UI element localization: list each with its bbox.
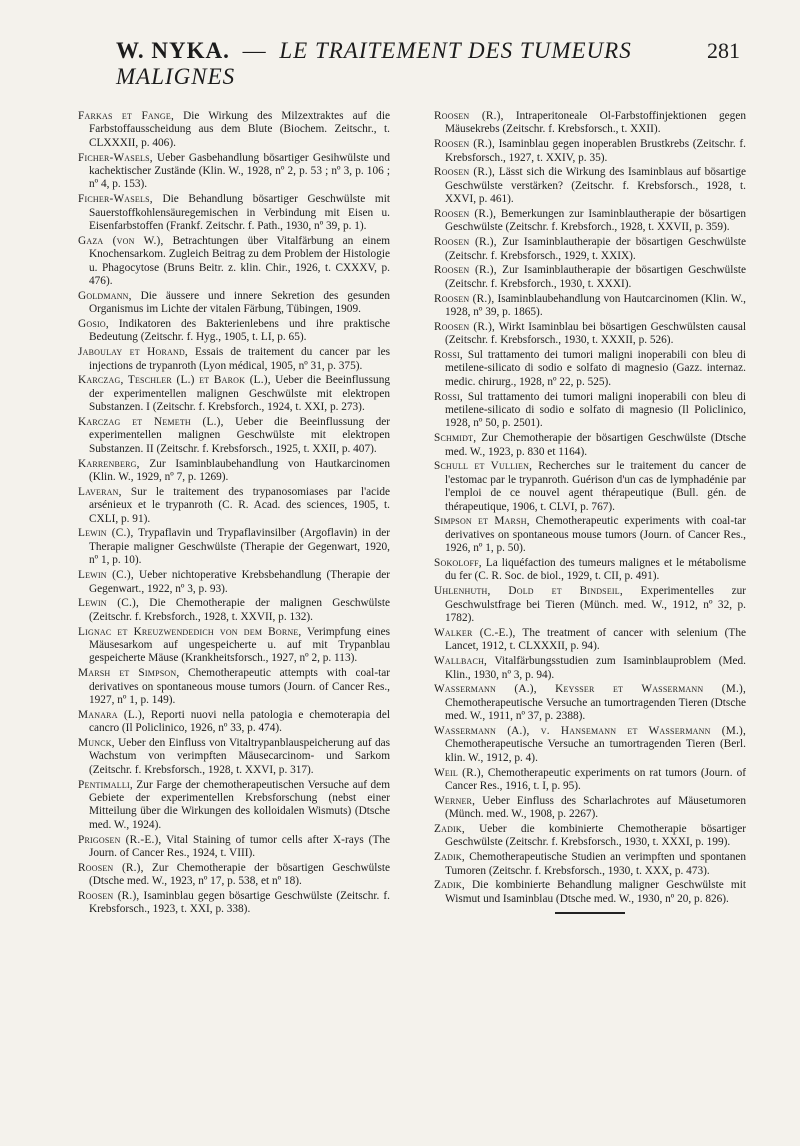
reference-author: Farkas et Fange, — [78, 110, 174, 122]
reference-entry — [78, 569, 390, 596]
reference-entry — [78, 374, 390, 414]
reference-entry — [434, 879, 746, 906]
reference-author: Weil (R.), — [434, 766, 484, 779]
reference-author: Lewin (C.), — [78, 527, 134, 540]
reference-entry — [434, 557, 746, 584]
reference-entry — [434, 655, 746, 682]
header-author: W. NYKA. — [116, 38, 230, 63]
reference-text: Ueber die kombinierte Chemotherapie bösartiger Geschwülste (Zeitschr. f. Krebsforsch., 1930, t. XXXI, p. 199). — [445, 822, 746, 849]
reference-author: Goldmann, — [78, 289, 132, 302]
reference-text: Sul trattamento dei tumori maligni inoperabili con bleu di metilene-silicato di sodio e solfato di magnesio (Gazz. internaz. medic. chirurg., 1928, nº 22, p. 525). — [445, 349, 746, 388]
reference-entry — [78, 346, 390, 373]
reference-text: Vital Staining of tumor cells after X-rays (The Journ. of Cancer Res., 1924, t. VIII). — [89, 833, 391, 859]
reference-entry — [78, 890, 390, 917]
reference-entry — [434, 725, 746, 765]
reference-entry — [434, 349, 746, 389]
reference-author: Gosio, — [78, 318, 109, 331]
reference-author: Rossi, — [434, 349, 463, 362]
reference-entry — [78, 862, 390, 889]
reference-text: Verimpfung eines Mäusesarkom auf ungespeicherte u. auf mit Trypanblau gespeicherte Mäuse (Krankheitsforsch., 1927, nº 2, p. 113). — [89, 625, 390, 665]
reference-entry — [78, 193, 390, 233]
reference-entry — [434, 823, 746, 850]
running-head — [78, 38, 746, 90]
reference-entry — [434, 264, 746, 291]
reference-author: Wassermann (A.), v. Hansemann et Wassermann (M.), — [434, 724, 746, 737]
reference-author: Roosen (R.), — [434, 138, 495, 151]
reference-text: Die Chemotherapie der malignen Geschwülste (Zeitschr. f. Krebsforch., 1928, t. XXVII, p. 132). — [89, 597, 391, 623]
reference-entry — [78, 458, 390, 485]
reference-author: Uhlenhuth, Dold et Bindseil, — [434, 585, 623, 598]
reference-text: Ueber den Einfluss von Vitaltrypanblauspeicherung auf das Wachstum von verimpften Mäusecarcinom- und Sarkom (Zeitschr. f. Krebsforsch., 1928, t. XXVI, p. 317). — [89, 736, 390, 776]
reference-text: Chemotherapeutische Versuche an tumortragenden Tieren (Berl. klin. W., 1912, p. 4). — [445, 738, 746, 764]
reference-entry — [434, 432, 746, 459]
reference-author: Roosen (R.), — [434, 264, 497, 277]
reference-author: Simpson et Marsh, — [434, 515, 530, 528]
left-column — [78, 110, 390, 918]
reference-entry — [434, 138, 746, 165]
reference-author: Laveran, — [78, 485, 122, 498]
reference-text: Die Behandlung bösartiger Geschwülste mit Sauerstoffkohlensäuregemischen in Verbindung mit Eisen u. Eisenfarbstoffen (Frankf. Zeitschr. f. Path., 1930, nº 39, p. 1). — [89, 193, 390, 233]
reference-entry — [434, 851, 746, 878]
reference-author: Roosen (R.), — [434, 110, 504, 122]
reference-text: Intraperitoneale Ol-Farbstoffinjektionen gegen Mäusekrebs (Zeitschr. f. Krebsforsch., t. XXII). — [445, 110, 746, 136]
reference-author: Ficher-Wasels, — [78, 151, 153, 164]
reference-author: Zadik, — [434, 879, 465, 892]
reference-entry — [434, 515, 746, 555]
reference-author: Roosen (R.), — [78, 861, 144, 874]
reference-author: Lewin (C.), — [78, 597, 139, 610]
reference-author: Pentimalli, — [78, 778, 133, 791]
end-rule — [555, 912, 625, 914]
reference-entry — [78, 626, 390, 666]
reference-text: Chemotherapeutic experiments with coal-tar derivatives on spontaneous mouse tumors (Journ. of Cancer Res., 1926, nº 1, p. 50). — [445, 515, 746, 555]
reference-author: Zadik, — [434, 822, 465, 835]
reference-entry — [434, 460, 746, 514]
reference-entry — [434, 683, 746, 723]
reference-entry — [78, 486, 390, 526]
reference-author: Prigosen (R.-E.), — [78, 833, 162, 846]
reference-entry — [434, 767, 746, 794]
reference-entry — [434, 110, 746, 137]
reference-author: Wallbach, — [434, 655, 488, 668]
reference-entry — [434, 795, 746, 822]
reference-entry — [434, 585, 746, 625]
reference-text: Chemotherapeutic experiments on rat tumors (Journ. of Cancer Res., 1916, t. I, p. 95). — [445, 766, 746, 792]
running-title — [116, 38, 707, 90]
header-title: LE TRAITEMENT DES TUMEURS MALIGNES — [116, 38, 632, 89]
reference-author: Werner, — [434, 794, 476, 807]
reference-text: Zur Chemotherapie der bösartigen Geschwülste (Dtsche med. W., 1923, nº 17, p. 538, et nº 18). — [89, 861, 390, 888]
reference-author: Sokoloff, — [434, 557, 482, 570]
reference-author: Munck, — [78, 736, 115, 749]
reference-text: Zur Isaminblautherapie der bösartigen Geschwülste (Zeitschr. f. Krebsforsch., 1929, t. XXIX). — [445, 236, 746, 262]
reference-author: Gaza (von W.), — [78, 234, 164, 247]
reference-entry — [434, 321, 746, 348]
reference-author: Karczag, Teschler (L.) et Barok (L.), — [78, 374, 271, 387]
reference-text: The treatment of cancer with selenium (The Lancet, 1912, t. CLXXXII, p. 94). — [445, 626, 746, 653]
reference-author: Rossi, — [434, 390, 463, 403]
reference-text: Bemerkungen zur Isaminblautherapie der bösartigen Geschwülste (Zeitschr. f. Krebsforch., 1928, t. XXVII, p. 359). — [445, 208, 746, 234]
reference-text: Recherches sur le traitement du cancer de l'estomac par le trypanroth. Guérison d'un cas de lymphadénie par l'emploi de ce nouvel agent thérapeutique (Bull. gén. de thérapeutique, 1906, t. CLVI, p. 767). — [445, 460, 746, 513]
reference-author: Schull et Vullien, — [434, 460, 533, 473]
reference-entry — [78, 318, 390, 345]
reference-text: Die kombinierte Behandlung maligner Geschwülste mit Wismut und Isaminblau (Dtsche med. W., 1930, nº 20, p. 826). — [445, 879, 746, 905]
reference-text: Ueber die Beeinflussung der experimentellen malignen Geschwülste mit elektropen Substanzen. II (Zeitschr. f. Krebsforsch., 1925, t. XXII, p. 407). — [89, 416, 390, 455]
reference-text: Essais de traitement du cancer par les injections de trypanroth (Lyon médical, 1905, nº 31, p. 375). — [89, 346, 390, 372]
reference-entry — [434, 391, 746, 431]
reference-text: Chemotherapeutische Versuche an tumortragenden Tieren (Dtsche med. W., 1911, nº 37, p. 2388). — [445, 696, 746, 723]
reference-entry — [78, 597, 390, 624]
reference-text: Trypaflavin und Trypaflavinsilber (Argoflavin) in der Therapie maligner Geschwülste (Therapie der Gegenwart, 1920, nº 1, p. 10). — [89, 527, 390, 567]
reference-text: Zur Chemotherapie der bösartigen Geschwülste (Dtsche med. W., 1923, p. 830 et 1164). — [445, 432, 746, 458]
reference-text: Betrachtungen über Vitalfärbung an einem Knochensarkom. Zugleich Beitrag zu dem Problem der Histologie u. Phagocytose (Bruns Beitr. z. klin. Chir., 1926, t. CXXXV, p. 476). — [89, 234, 391, 288]
reference-text: Experimentelles zur Geschwulstfrage bei Tieren (Münch. med. W., 1912, nº 32, p. 1782). — [445, 585, 746, 625]
reference-entry — [78, 779, 390, 833]
reference-author: Marsh et Simpson, — [78, 667, 180, 680]
reference-author: Karrenberg, — [78, 457, 140, 470]
reference-text: La liquéfaction des tumeurs malignes et le métabolisme du fer (C. R. Soc. de biol., 1929, t. CII, p. 491). — [445, 557, 746, 583]
reference-text: Wirkt Isaminblau bei bösartigen Geschwülsten causal (Zeitschr. f. Krebsforsch., 1930, t. XXXII, p. 526). — [445, 320, 746, 347]
reference-entry — [78, 667, 390, 707]
reference-text: Reporti nuovi nella patologia e chemoterapia del cancro (Il Policlinico, 1926, nº 33, p. 474). — [89, 708, 390, 735]
reference-author: Roosen (R.), — [78, 889, 140, 902]
reference-author: Zadik, — [434, 851, 465, 864]
reference-text: Indikatoren des Bakterienlebens und ihre praktische Bedeutung (Zeitschr. f. Hyg., 1905, t. LI, p. 65). — [89, 318, 390, 344]
reference-entry — [434, 236, 746, 263]
reference-text: Ueber die Beeinflussung der experimentellen malignen Geschwülste mit elektropen Substanzen. I (Zeitschr. f. Krebsforch., 1924, t. XXI, p. 273). — [89, 374, 390, 414]
reference-author: Jaboulay et Horand, — [78, 346, 188, 359]
reference-text: Die äussere und innere Sekretion des gesunden Organismus im Lichte der vitalen Färbung, Tübingen, 1909. — [89, 289, 390, 316]
reference-entry — [434, 166, 746, 206]
reference-entry — [78, 834, 390, 861]
reference-text: Vitalfärbungsstudien zum Isaminblauproblem (Med. Klin., 1930, nº 3, p. 94). — [445, 655, 746, 681]
reference-entry — [78, 709, 390, 736]
reference-author: Lewin (C.), — [78, 569, 134, 582]
reference-author: Roosen (R.), — [434, 320, 496, 333]
reference-text: Die Wirkung des Milzextraktes auf die Farbstoffausscheidung aus dem Blute (Biochem. Zeitschr., t. CLXXXII, p. 406). — [89, 110, 390, 149]
header-separator: — — [242, 38, 267, 63]
reference-author: Ficher-Wasels, — [78, 193, 153, 206]
page-number: 281 — [707, 38, 740, 63]
reference-text: Ueber Gasbehandlung bösartiger Gesihwülste und kachektischer Zustände (Klin. W., 1928, nº 2, p. 53 ; nº 3, p. 106 ; nº 4, p. 153). — [89, 151, 390, 191]
reference-entry — [78, 290, 390, 317]
reference-entry — [434, 293, 746, 320]
reference-author: Roosen (R.), — [434, 236, 497, 249]
reference-author: Walker (C.-E.), — [434, 626, 516, 639]
right-column — [434, 110, 746, 918]
reference-text: Isaminblau gegen bösartige Geschwülste (Zeitschr. f. Krebsforsch., 1923, t. XXI, p. 338). — [89, 889, 391, 916]
reference-text: Sul trattamento dei tumori maligni inoperabili con bleu di metilene-silicato di sodio e solfato di magnesio (Il Policlinico, 1928, nº 50, p. 2501). — [445, 390, 746, 430]
reference-text: Zur Farge der chemotherapeutischen Versuche auf dem Gebiete der experimentellen Krebsforschung (nebst einer Mitteilung über die Wirkungen des kolloidalen Wismuts) (Dtsche med. W., 1924). — [89, 778, 390, 831]
right-column-entries — [434, 110, 746, 906]
reference-text: Chemotherapeutic attempts with coal-tar derivatives on spontaneous mouse tumors (Journ. of Cancer Res., 1927, nº 1, p. 149). — [89, 667, 390, 706]
reference-text: Ueber Einfluss des Scharlachrotes auf Mäusetumoren (Münch. med. W., 1908, p. 2267). — [445, 794, 746, 821]
reference-entry — [78, 152, 390, 192]
reference-author: Roosen (R.), — [434, 292, 495, 305]
reference-text: Ueber nichtoperative Krebsbehandlung (Therapie der Gegenwart., 1922, nº 3, p. 93). — [89, 569, 390, 595]
reference-entry — [434, 208, 746, 235]
reference-text: Sur le traitement des trypanosomiases par l'acide arsénieux et le trypanroth (C. R. Acad. des sciences, 1905, t. CXLI, p. 91). — [89, 485, 390, 525]
reference-author: Wassermann (A.), Keysser et Wassermann (M.), — [434, 683, 746, 696]
reference-entry — [78, 416, 390, 456]
reference-entry — [78, 737, 390, 777]
reference-author: Schmidt, — [434, 432, 477, 445]
reference-text: Chemotherapeutische Studien an verimpften und spontanen Tumoren (Zeitschr. f. Krebsforsch., 1930, t. XXX, p. 473). — [445, 851, 746, 877]
bibliography — [78, 110, 746, 918]
reference-author: Karczag et Nemeth (L.), — [78, 416, 224, 429]
reference-author: Roosen (R.), — [434, 166, 496, 179]
reference-author: Lignac et Kreuzwendedich von dem Borne, — [78, 625, 302, 638]
reference-entry — [434, 627, 746, 654]
reference-text: Zur Isaminblaubehandlung von Hautkarcinomen (Klin. W., 1929, nº 7, p. 1269). — [89, 457, 390, 484]
reference-entry — [78, 235, 390, 289]
reference-entry — [78, 527, 390, 567]
reference-author: Roosen (R.), — [434, 208, 497, 221]
reference-text: Isaminblaubehandlung von Hautcarcinomen (Klin. W., 1928, nº 39, p. 1865). — [445, 292, 746, 319]
reference-text: Lässt sich die Wirkung des Isaminblaus auf bösartige Geschwülste verstärken? (Zeitschr. f. Krebsforsch., 1928, t. XXVI, p. 461). — [445, 166, 746, 206]
reference-entry — [78, 110, 390, 150]
reference-text: Isaminblau gegen inoperablen Brustkrebs (Zeitschr. f. Krebsforsch., 1927, t. XXIV, p. 35). — [445, 138, 746, 164]
reference-text: Zur Isaminblautherapie der bösartigen Geschwülste (Zeitschr. f. Krebsforch., 1930, t. XXXI). — [445, 264, 746, 290]
reference-author: Manara (L.), — [78, 708, 145, 721]
